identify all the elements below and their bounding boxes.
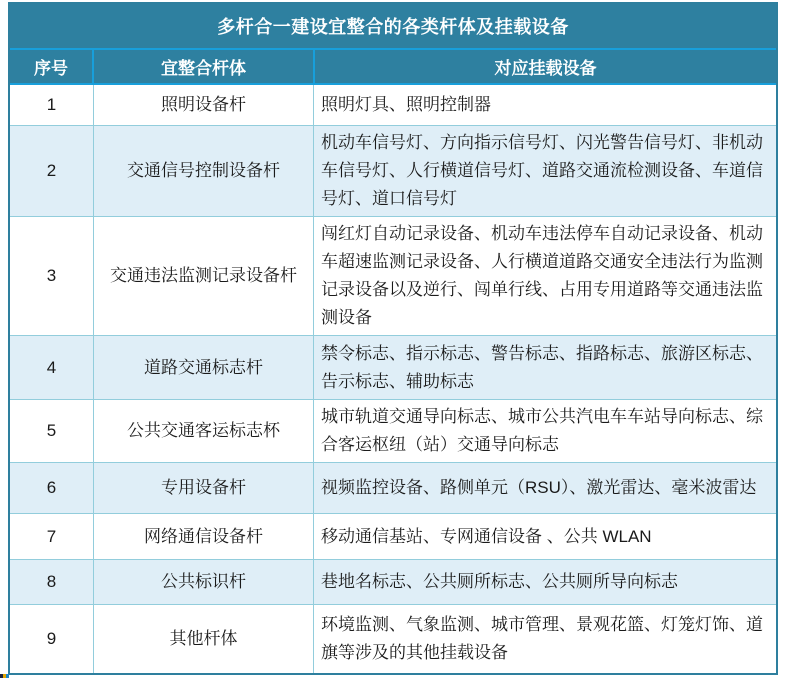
table-row [10,85,776,126]
column-header-pole-type: 宜整合杆体 [94,50,315,83]
table-header-row [10,50,776,85]
serial-number-cell: 5 [10,400,94,462]
serial-number-cell: 4 [10,336,94,399]
table-title-bar [10,4,776,50]
mounted-devices-cell: 巷地名标志、公共厕所标志、公共厕所导向标志 [321,572,678,591]
table-title: 多杆合一建设宜整合的各类杆体及挂载设备 [217,17,569,37]
pole-type-cell: 交通信号控制设备杆 [94,126,314,216]
serial-number-cell: 7 [10,514,94,559]
table-row [10,336,776,400]
pole-type-cell: 网络通信设备杆 [94,514,314,559]
mounted-devices-cell: 照明灯具、照明控制器 [321,95,491,114]
serial-number-cell: 8 [10,560,94,604]
column-header-mounted-devices: 对应挂载设备 [494,59,597,78]
pole-type-cell: 其他杆体 [94,605,314,673]
table-row [10,605,776,673]
serial-number-cell: 3 [10,217,94,335]
pole-type-cell: 道路交通标志杆 [94,336,314,399]
pole-type-cell: 交通违法监测记录设备杆 [94,217,314,335]
table-body [10,85,776,673]
artifact-blue-segment [6,674,9,678]
serial-number-cell: 2 [10,126,94,216]
serial-number-cell: 9 [10,605,94,673]
pole-type-cell: 公共交通客运标志杯 [94,400,314,462]
table-row [10,463,776,514]
pole-type-cell: 公共标识杆 [94,560,314,604]
mounted-devices-cell: 环境监测、气象监测、城市管理、景观花篮、灯笼灯饰、道旗等涉及的其他挂载设备 [321,615,763,662]
mounted-devices-cell: 移动通信基站、专网通信设备 、公共 WLAN [321,526,652,546]
serial-number-cell: 6 [10,463,94,513]
table-row [10,514,776,560]
table-row [10,400,776,463]
pole-integration-table [8,2,778,675]
mounted-devices-cell: 机动车信号灯、方向指示信号灯、闪光警告信号灯、非机动车信号灯、人行横道信号灯、道路交通流检测设备、车道信号灯、道口信号灯 [321,133,763,208]
bottom-left-artifact [0,674,9,678]
mounted-devices-cell: 禁令标志、指示标志、警告标志、指路标志、旅游区标志、告示标志、辅助标志 [321,343,763,391]
table-row [10,217,776,336]
column-header-serial-number: 序号 [10,50,94,83]
mounted-devices-cell: 闯红灯自动记录设备、机动车违法停车自动记录设备、机动车超速监测记录设备、人行横道道路交通安全违法行为监测记录设备以及逆行、闯单行线、占用专用道路等交通违法监测设备 [321,224,763,327]
serial-number-cell: 1 [10,85,94,125]
table-row [10,126,776,217]
table-row [10,560,776,605]
mounted-devices-cell: 城市轨道交通导向标志、城市公共汽电车车站导向标志、综合客运枢纽（站）交通导向标志 [321,407,763,454]
pole-type-cell: 照明设备杆 [94,85,314,125]
pole-type-cell: 专用设备杆 [94,463,314,513]
mounted-devices-cell: 视频监控设备、路侧单元（RSU）、激光雷达、毫米波雷达 [321,478,757,497]
